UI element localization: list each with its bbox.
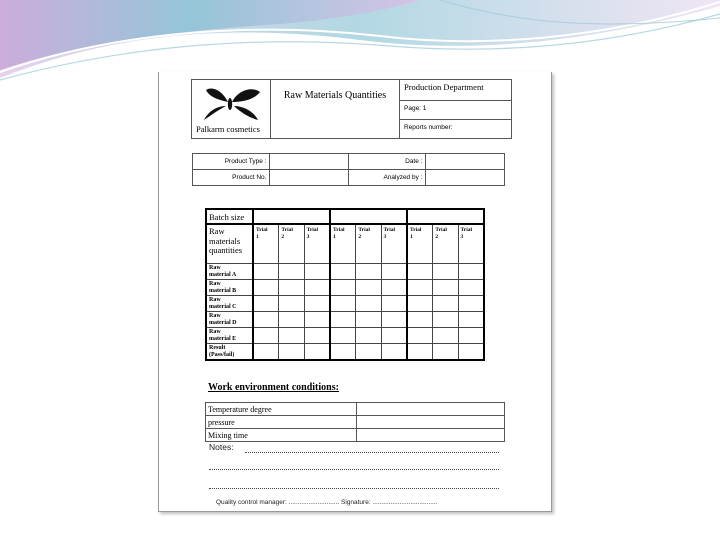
table-row xyxy=(206,429,505,442)
trial-cell[interactable] xyxy=(433,296,458,312)
trial-cell[interactable] xyxy=(458,328,484,344)
product-info-table xyxy=(192,153,505,186)
batch-size-field-1[interactable] xyxy=(253,209,330,224)
date-label: Date : xyxy=(348,154,425,170)
document-title: Raw Materials Quantities xyxy=(271,80,400,139)
product-type-field[interactable] xyxy=(270,154,349,170)
row-label: Raw material D xyxy=(206,312,253,328)
trial-cell[interactable] xyxy=(433,280,458,296)
trial-cell[interactable] xyxy=(381,312,407,328)
trial-cell[interactable] xyxy=(330,344,356,361)
trial-cell[interactable] xyxy=(253,312,279,328)
row-label: Result (Pass/fail) xyxy=(206,344,253,361)
trial-cell[interactable] xyxy=(330,312,356,328)
trial-cell[interactable] xyxy=(304,328,330,344)
trial-cell[interactable] xyxy=(381,264,407,280)
batch-trials-table xyxy=(205,208,485,361)
company-name: Palkarm cosmetics xyxy=(196,124,260,134)
logo-cell xyxy=(192,80,271,139)
trial-cell[interactable] xyxy=(407,344,433,361)
trial-cell[interactable] xyxy=(433,328,458,344)
trial-cell[interactable] xyxy=(330,328,356,344)
trial-cell[interactable] xyxy=(304,264,330,280)
table-row xyxy=(206,403,505,416)
table-row xyxy=(206,296,484,312)
table-row xyxy=(206,328,484,344)
trial-cell[interactable] xyxy=(381,296,407,312)
trial-cell[interactable] xyxy=(304,312,330,328)
trial-cell[interactable] xyxy=(253,296,279,312)
trial-header: Trial 3 xyxy=(458,224,484,264)
date-field[interactable] xyxy=(426,154,505,170)
trial-cell[interactable] xyxy=(356,344,381,361)
trial-cell[interactable] xyxy=(253,264,279,280)
page-number: Page: 1 xyxy=(400,101,512,120)
reports-number: Reports number: xyxy=(400,120,512,139)
table-row xyxy=(206,416,505,429)
page-bottom-border xyxy=(159,511,551,512)
trial-cell[interactable] xyxy=(407,296,433,312)
trial-cell[interactable] xyxy=(330,296,356,312)
condition-value-field[interactable] xyxy=(357,403,505,416)
document-page xyxy=(158,72,552,512)
notes-line[interactable] xyxy=(209,469,499,470)
trial-header: Trial 1 xyxy=(407,224,433,264)
trial-header: Trial 3 xyxy=(304,224,330,264)
department-label: Production Department xyxy=(400,80,512,101)
trial-cell[interactable] xyxy=(458,344,484,361)
trial-cell[interactable] xyxy=(253,328,279,344)
analyzed-by-field[interactable] xyxy=(426,170,505,186)
trial-header: Trial 1 xyxy=(253,224,279,264)
trial-cell[interactable] xyxy=(433,344,458,361)
trial-cell[interactable] xyxy=(279,312,304,328)
condition-label: pressure xyxy=(206,416,357,429)
document-header-table xyxy=(191,79,512,139)
table-row xyxy=(206,280,484,296)
row-label: Raw material A xyxy=(206,264,253,280)
trial-cell[interactable] xyxy=(458,280,484,296)
raw-materials-quantities-label: Raw materials quantities xyxy=(206,224,253,264)
trial-cell[interactable] xyxy=(279,296,304,312)
trial-cell[interactable] xyxy=(304,296,330,312)
trial-cell[interactable] xyxy=(253,344,279,361)
trial-cell[interactable] xyxy=(381,328,407,344)
trial-cell[interactable] xyxy=(458,312,484,328)
row-label: Raw material E xyxy=(206,328,253,344)
quality-control-signature-line: Quality control manager: ............................ Signature: .................................... xyxy=(216,499,438,506)
trial-cell[interactable] xyxy=(407,264,433,280)
product-no-label: Product No. xyxy=(193,170,270,186)
trial-cell[interactable] xyxy=(407,280,433,296)
trial-cell[interactable] xyxy=(279,264,304,280)
trial-cell[interactable] xyxy=(330,264,356,280)
table-row xyxy=(206,344,484,361)
trial-cell[interactable] xyxy=(279,328,304,344)
trial-cell[interactable] xyxy=(356,312,381,328)
trial-cell[interactable] xyxy=(381,280,407,296)
condition-label: Temperature degree xyxy=(206,403,357,416)
trial-cell[interactable] xyxy=(458,296,484,312)
trial-header: Trial 1 xyxy=(330,224,356,264)
trial-cell[interactable] xyxy=(356,328,381,344)
trial-cell[interactable] xyxy=(279,344,304,361)
condition-value-field[interactable] xyxy=(357,416,505,429)
notes-label: Notes: xyxy=(209,442,234,452)
notes-line[interactable] xyxy=(209,488,499,489)
row-label: Raw material C xyxy=(206,296,253,312)
trial-header: Trial 2 xyxy=(279,224,304,264)
trial-header: Trial 2 xyxy=(356,224,381,264)
trial-cell[interactable] xyxy=(330,280,356,296)
trial-cell[interactable] xyxy=(304,280,330,296)
notes-line[interactable] xyxy=(245,452,499,453)
trial-cell[interactable] xyxy=(407,328,433,344)
work-environment-title: Work environment conditions: xyxy=(208,382,339,393)
trial-cell[interactable] xyxy=(433,312,458,328)
trial-cell[interactable] xyxy=(356,296,381,312)
trial-cell[interactable] xyxy=(304,344,330,361)
trial-header: Trial 3 xyxy=(381,224,407,264)
trial-cell[interactable] xyxy=(356,264,381,280)
table-row xyxy=(206,312,484,328)
trial-cell[interactable] xyxy=(381,344,407,361)
work-environment-table xyxy=(205,402,505,442)
trial-header: Trial 2 xyxy=(433,224,458,264)
butterfly-logo-icon xyxy=(198,84,264,124)
trial-cell[interactable] xyxy=(253,280,279,296)
trial-cell[interactable] xyxy=(407,312,433,328)
condition-value-field[interactable] xyxy=(357,429,505,442)
trial-cell[interactable] xyxy=(433,264,458,280)
product-no-field[interactable] xyxy=(270,170,349,186)
trial-cell[interactable] xyxy=(279,280,304,296)
batch-size-field-2[interactable] xyxy=(330,209,407,224)
analyzed-by-label: Analyzed by : xyxy=(348,170,425,186)
table-row xyxy=(206,264,484,280)
trial-cell[interactable] xyxy=(458,264,484,280)
trial-cell[interactable] xyxy=(356,280,381,296)
condition-label: Mixing time xyxy=(206,429,357,442)
product-type-label: Product Type : xyxy=(193,154,270,170)
batch-size-label: Batch size xyxy=(206,209,253,224)
row-label: Raw material B xyxy=(206,280,253,296)
batch-size-field-3[interactable] xyxy=(407,209,484,224)
